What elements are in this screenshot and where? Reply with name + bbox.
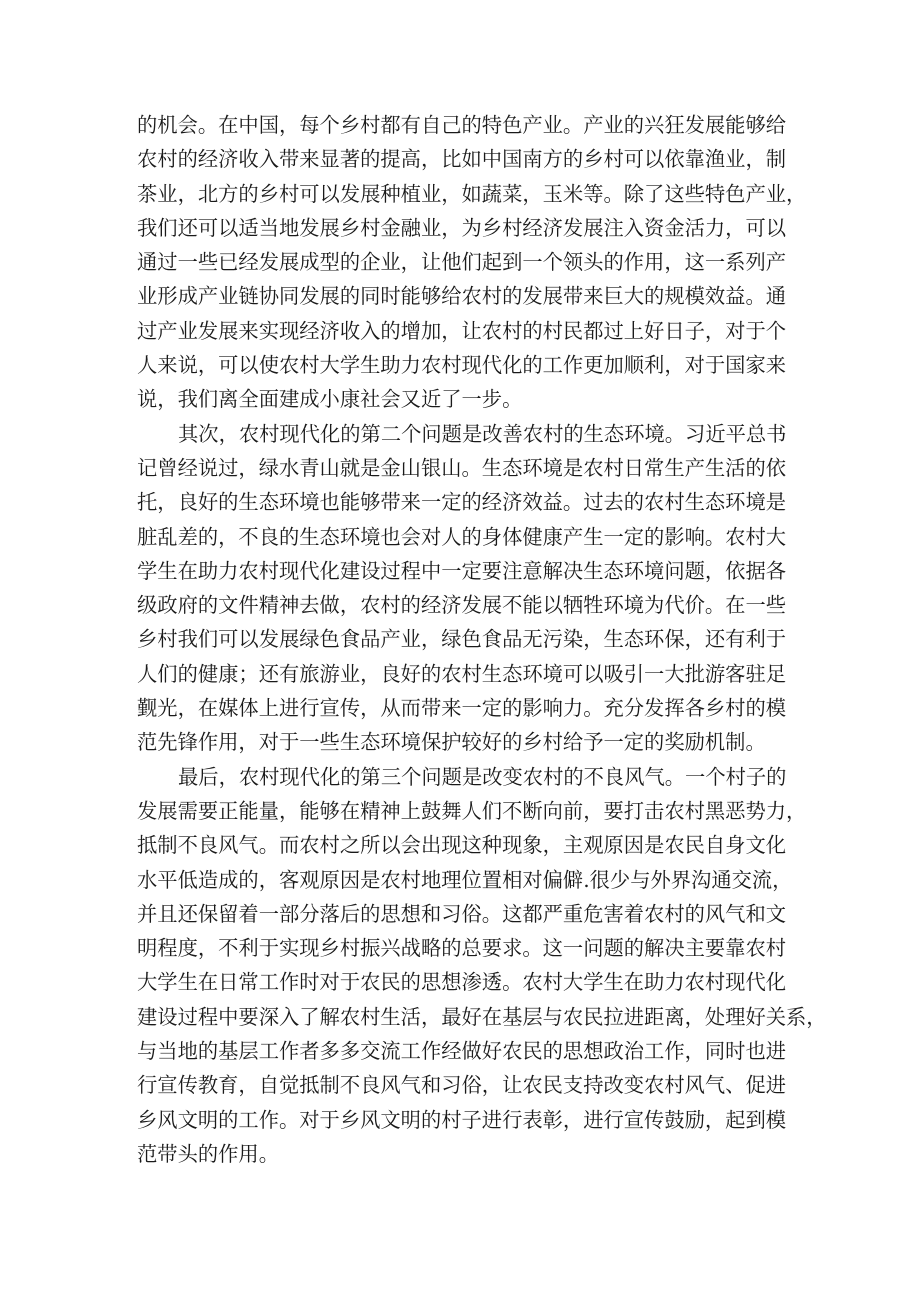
paragraph-3 xyxy=(137,760,827,1172)
text-line: 最后，农村现代化的第三个问题是改变农村的不良风气。一个村子的 xyxy=(178,764,787,789)
text-line: 抵制不良风气。而农村之所以会出现这种现象，主观原因是农民自身文化 xyxy=(137,833,787,858)
text-line: 托，良好的生态环境也能够带来一定的经济效益。过去的农村生态环境是 xyxy=(137,490,787,515)
text-line: 通过一些已经发展成型的企业，让他们起到一个领头的作用，这一系列产 xyxy=(137,250,787,275)
text-line: 觐光，在媒体上进行宣传，从而带来一定的影响力。充分发挥各乡村的模 xyxy=(137,696,787,721)
paragraph-2 xyxy=(137,417,787,760)
text-line: 农村的经济收入带来显著的提高，比如中国南方的乡村可以依靠渔业，制 xyxy=(137,147,787,172)
text-line: 我们还可以适当地发展乡村金融业，为乡村经济发展注入资金活力，可以 xyxy=(137,215,787,240)
text-line: 记曾经说过，绿水青山就是金山银山。生态环境是农村日常生产生活的依 xyxy=(137,455,787,480)
document-body xyxy=(137,108,827,1171)
text-line: 过产业发展来实现经济收入的增加，让农村的村民都过上好日子，对于个 xyxy=(137,318,787,343)
text-line: 其次，农村现代化的第二个问题是改善农村的生态环境。习近平总书 xyxy=(178,421,787,446)
text-line: 乡风文明的工作。对于乡风文明的村子进行表彰，进行宣传鼓励，起到模 xyxy=(137,1107,787,1132)
text-line: 的机会。在中国，每个乡村都有自己的特色产业。产业的兴狂发展能够给 xyxy=(137,113,787,137)
text-line: 明程度，不利于实现乡村振兴战略的总要求。这一问题的解决主要靠农村 xyxy=(137,936,787,961)
text-line: 建设过程中要深入了解农村生活，最好在基层与农民拉进距离，处理好关系， xyxy=(137,1004,827,1029)
paragraph-1 xyxy=(137,108,807,417)
text-line: 级政府的文件精神去做，农村的经济发展不能以牺牲环境为代价。在一些 xyxy=(137,593,787,618)
text-line: 水平低造成的，客观原因是农村地理位置相对偏僻.很少与外界沟通交流， xyxy=(137,867,793,892)
text-line: 范先锋作用，对于一些生态环境保护较好的乡村给予一定的奖励机制。 xyxy=(137,730,766,755)
text-line: 脏乱差的，不良的生态环境也会对人的身体健康产生一定的影响。农村大 xyxy=(137,524,787,549)
text-line: 业形成产业链协同发展的同时能够给农村的发展带来巨大的规模效益。通 xyxy=(137,284,787,309)
text-line: 大学生在日常工作时对于农民的思想渗透。农村大学生在助力农村现代化 xyxy=(137,970,787,995)
text-line: 范带头的作用。 xyxy=(137,1141,279,1166)
text-line: 学生在助力农村现代化建设过程中一定要注意解决生态环境问题，依据各 xyxy=(137,558,787,583)
text-line: 人们的健康；还有旅游业，良好的农村生态环境可以吸引一大批游客驻足 xyxy=(137,661,787,686)
text-line: 人来说，可以使农村大学生助力农村现代化的工作更加顺利，对于国家来 xyxy=(137,353,787,378)
text-line: 乡村我们可以发展绿色食品产业，绿色食品无污染，生态环保，还有利于 xyxy=(137,627,787,652)
text-line: 说，我们离全面建成小康社会又近了一步。 xyxy=(137,387,523,412)
text-line: 茶业，北方的乡村可以发展种植业，如蔬菜，玉米等。除了这些特色产业， xyxy=(137,181,807,206)
text-line: 与当地的基层工作者多多交流工作经做好农民的思想政治工作，同时也进 xyxy=(137,1039,787,1064)
text-line: 发展需要正能量，能够在精神上鼓舞人们不断向前，要打击农村黑恶势力， xyxy=(137,798,807,823)
text-line: 行宣传教育，自觉抵制不良风气和习俗，让农民支持改变农村风气、促进 xyxy=(137,1073,787,1098)
text-line: 并且还保留着一部分落后的思想和习俗。这都严重危害着农村的风气和文 xyxy=(137,901,787,926)
